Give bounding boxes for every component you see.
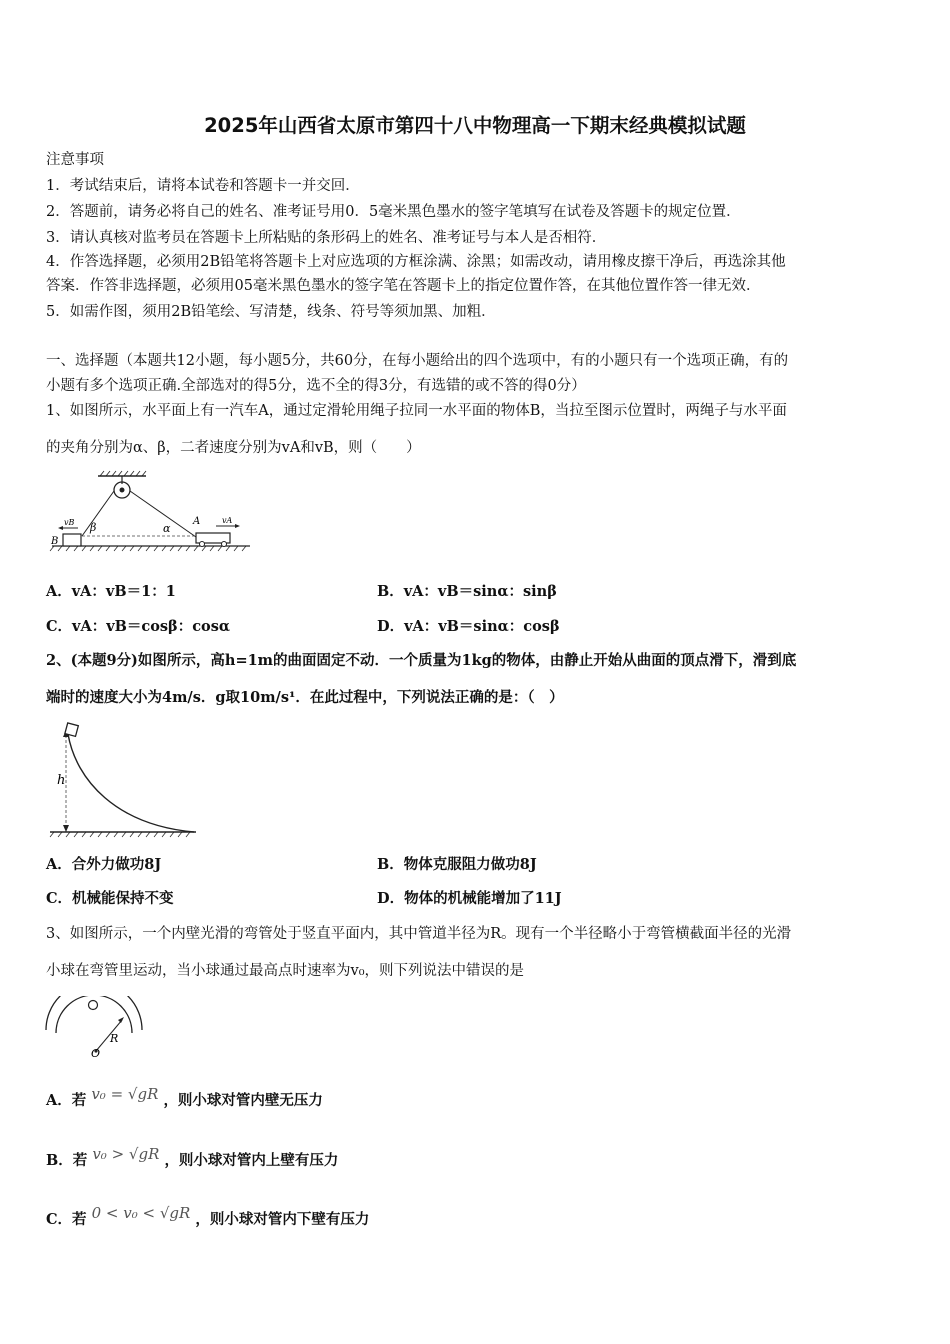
notice-item: 2．答题前，请务必将自己的姓名、准考证号用0．5毫米黑色墨水的签字笔填写在试卷及答题卡的规定位置． <box>46 204 741 220</box>
block <box>65 723 78 736</box>
option-suffix: ，则小球对管内下壁有压力 <box>195 1211 370 1228</box>
q2-option-a[interactable]: A．合外力做功8J <box>46 856 162 873</box>
ground-hatch <box>50 832 190 837</box>
q3-option-a[interactable] <box>46 1085 323 1111</box>
option-suffix: ，则小球对管内壁无压力 <box>163 1092 323 1109</box>
ground-hatch <box>50 546 246 551</box>
label-R: R <box>110 1032 119 1045</box>
q1-option-b[interactable]: B．vA：vB＝sinα：sinβ <box>377 583 557 600</box>
option-prefix: A．若 <box>46 1092 87 1109</box>
q2-stem-line: 2、(本题9分)如图所示，高h=1m的曲面固定不动．一个质量为1kg的物体，由静止开始从曲面的顶点滑下，滑到底 <box>46 652 797 669</box>
q1-stem-line: 的夹角分别为α、β，二者速度分别为vA和vB，则（ ） <box>46 440 421 456</box>
label-B: B <box>51 536 59 547</box>
q1-stem-line: 1、如图所示，水平面上有一汽车A，通过定滑轮用绳子拉同一水平面的物体B，当拉至图示位置时，两绳子与水平面 <box>46 403 787 419</box>
q2-option-c[interactable]: C．机械能保持不变 <box>46 890 174 907</box>
notice-item: 4．作答选择题，必须用2B铅笔将答题卡上对应选项的方框涂满、涂黑；如需改动，请用橡皮擦干净后，再选涂其他 <box>46 254 786 270</box>
option-math: 0 < v₀ < √gR <box>91 1204 191 1222</box>
option-suffix: ，则小球对管内上壁有压力 <box>164 1152 339 1169</box>
rope-to-B <box>82 491 114 536</box>
q2-option-b[interactable]: B．物体克服阻力做功8J <box>377 856 537 873</box>
q1-option-d[interactable]: D．vA：vB＝sinα：cosβ <box>377 618 560 635</box>
q2-option-d[interactable]: D．物体的机械能增加了11J <box>377 890 562 907</box>
q3-stem-line: 小球在弯管里运动，当小球通过最高点时速率为v₀，则下列说法中错误的是 <box>46 963 525 979</box>
option-math: v₀ > √gR <box>92 1145 160 1163</box>
q3-stem-line: 3、如图所示，一个内壁光滑的弯管处于竖直平面内，其中管道半径为R。现有一个半径略小于弯管横截面半径的光滑 <box>46 926 792 942</box>
option-math: v₀ = √gR <box>91 1085 159 1103</box>
section-line: 小题有多个选项正确.全部选对的得5分，选不全的得3分，有选错的或不答的得0分） <box>46 378 586 394</box>
notice-item: 3．请认真核对监考员在答题卡上所粘贴的条形码上的姓名、准考证号与本人是否相符． <box>46 230 607 246</box>
label-h: h <box>57 773 66 788</box>
q2-stem-line: 端时的速度大小为4m/s．g取10m/s¹．在此过程中，下列说法正确的是：（ ） <box>46 689 564 706</box>
q1-pulley-figure <box>46 470 256 555</box>
small-ball <box>89 1001 98 1010</box>
q3-option-c[interactable] <box>46 1204 370 1230</box>
option-prefix: B．若 <box>46 1152 88 1169</box>
q2-curve-figure <box>46 720 201 840</box>
q3-tube-figure <box>44 996 144 1058</box>
label-vB: vB <box>64 518 75 527</box>
option-prefix: C．若 <box>46 1211 87 1228</box>
label-vA: vA <box>222 516 233 525</box>
label-alpha: α <box>163 522 171 535</box>
notice-item: 1．考试结束后，请将本试卷和答题卡一并交回． <box>46 178 360 194</box>
section-line: 一、选择题（本题共12小题，每小题5分，共60分，在每小题给出的四个选项中，有的小题只有一个选项正确，有的 <box>46 353 789 369</box>
notice-item: 答案．作答非选择题，必须用05毫米黑色墨水的签字笔在答题卡上的指定位置作答，在其他位置作答一律无效． <box>46 278 761 294</box>
page-title: 2025年山西省太原市第四十八中物理高一下期末经典模拟试题 <box>204 114 746 137</box>
block-B <box>63 534 81 546</box>
notice-item: 5．如需作图，须用2B铅笔绘、写清楚，线条、符号等须加黑、加粗． <box>46 304 496 320</box>
label-A: A <box>193 516 201 527</box>
q1-option-c[interactable]: C．vA：vB＝cosβ：cosα <box>46 618 231 635</box>
q3-option-b[interactable] <box>46 1145 339 1171</box>
label-O: O <box>91 1047 101 1058</box>
curved-surface <box>68 734 194 832</box>
notice-heading: 注意事项 <box>46 152 104 168</box>
q1-option-a[interactable]: A．vA：vB＝1：1 <box>46 583 176 600</box>
label-beta: β <box>90 521 97 534</box>
